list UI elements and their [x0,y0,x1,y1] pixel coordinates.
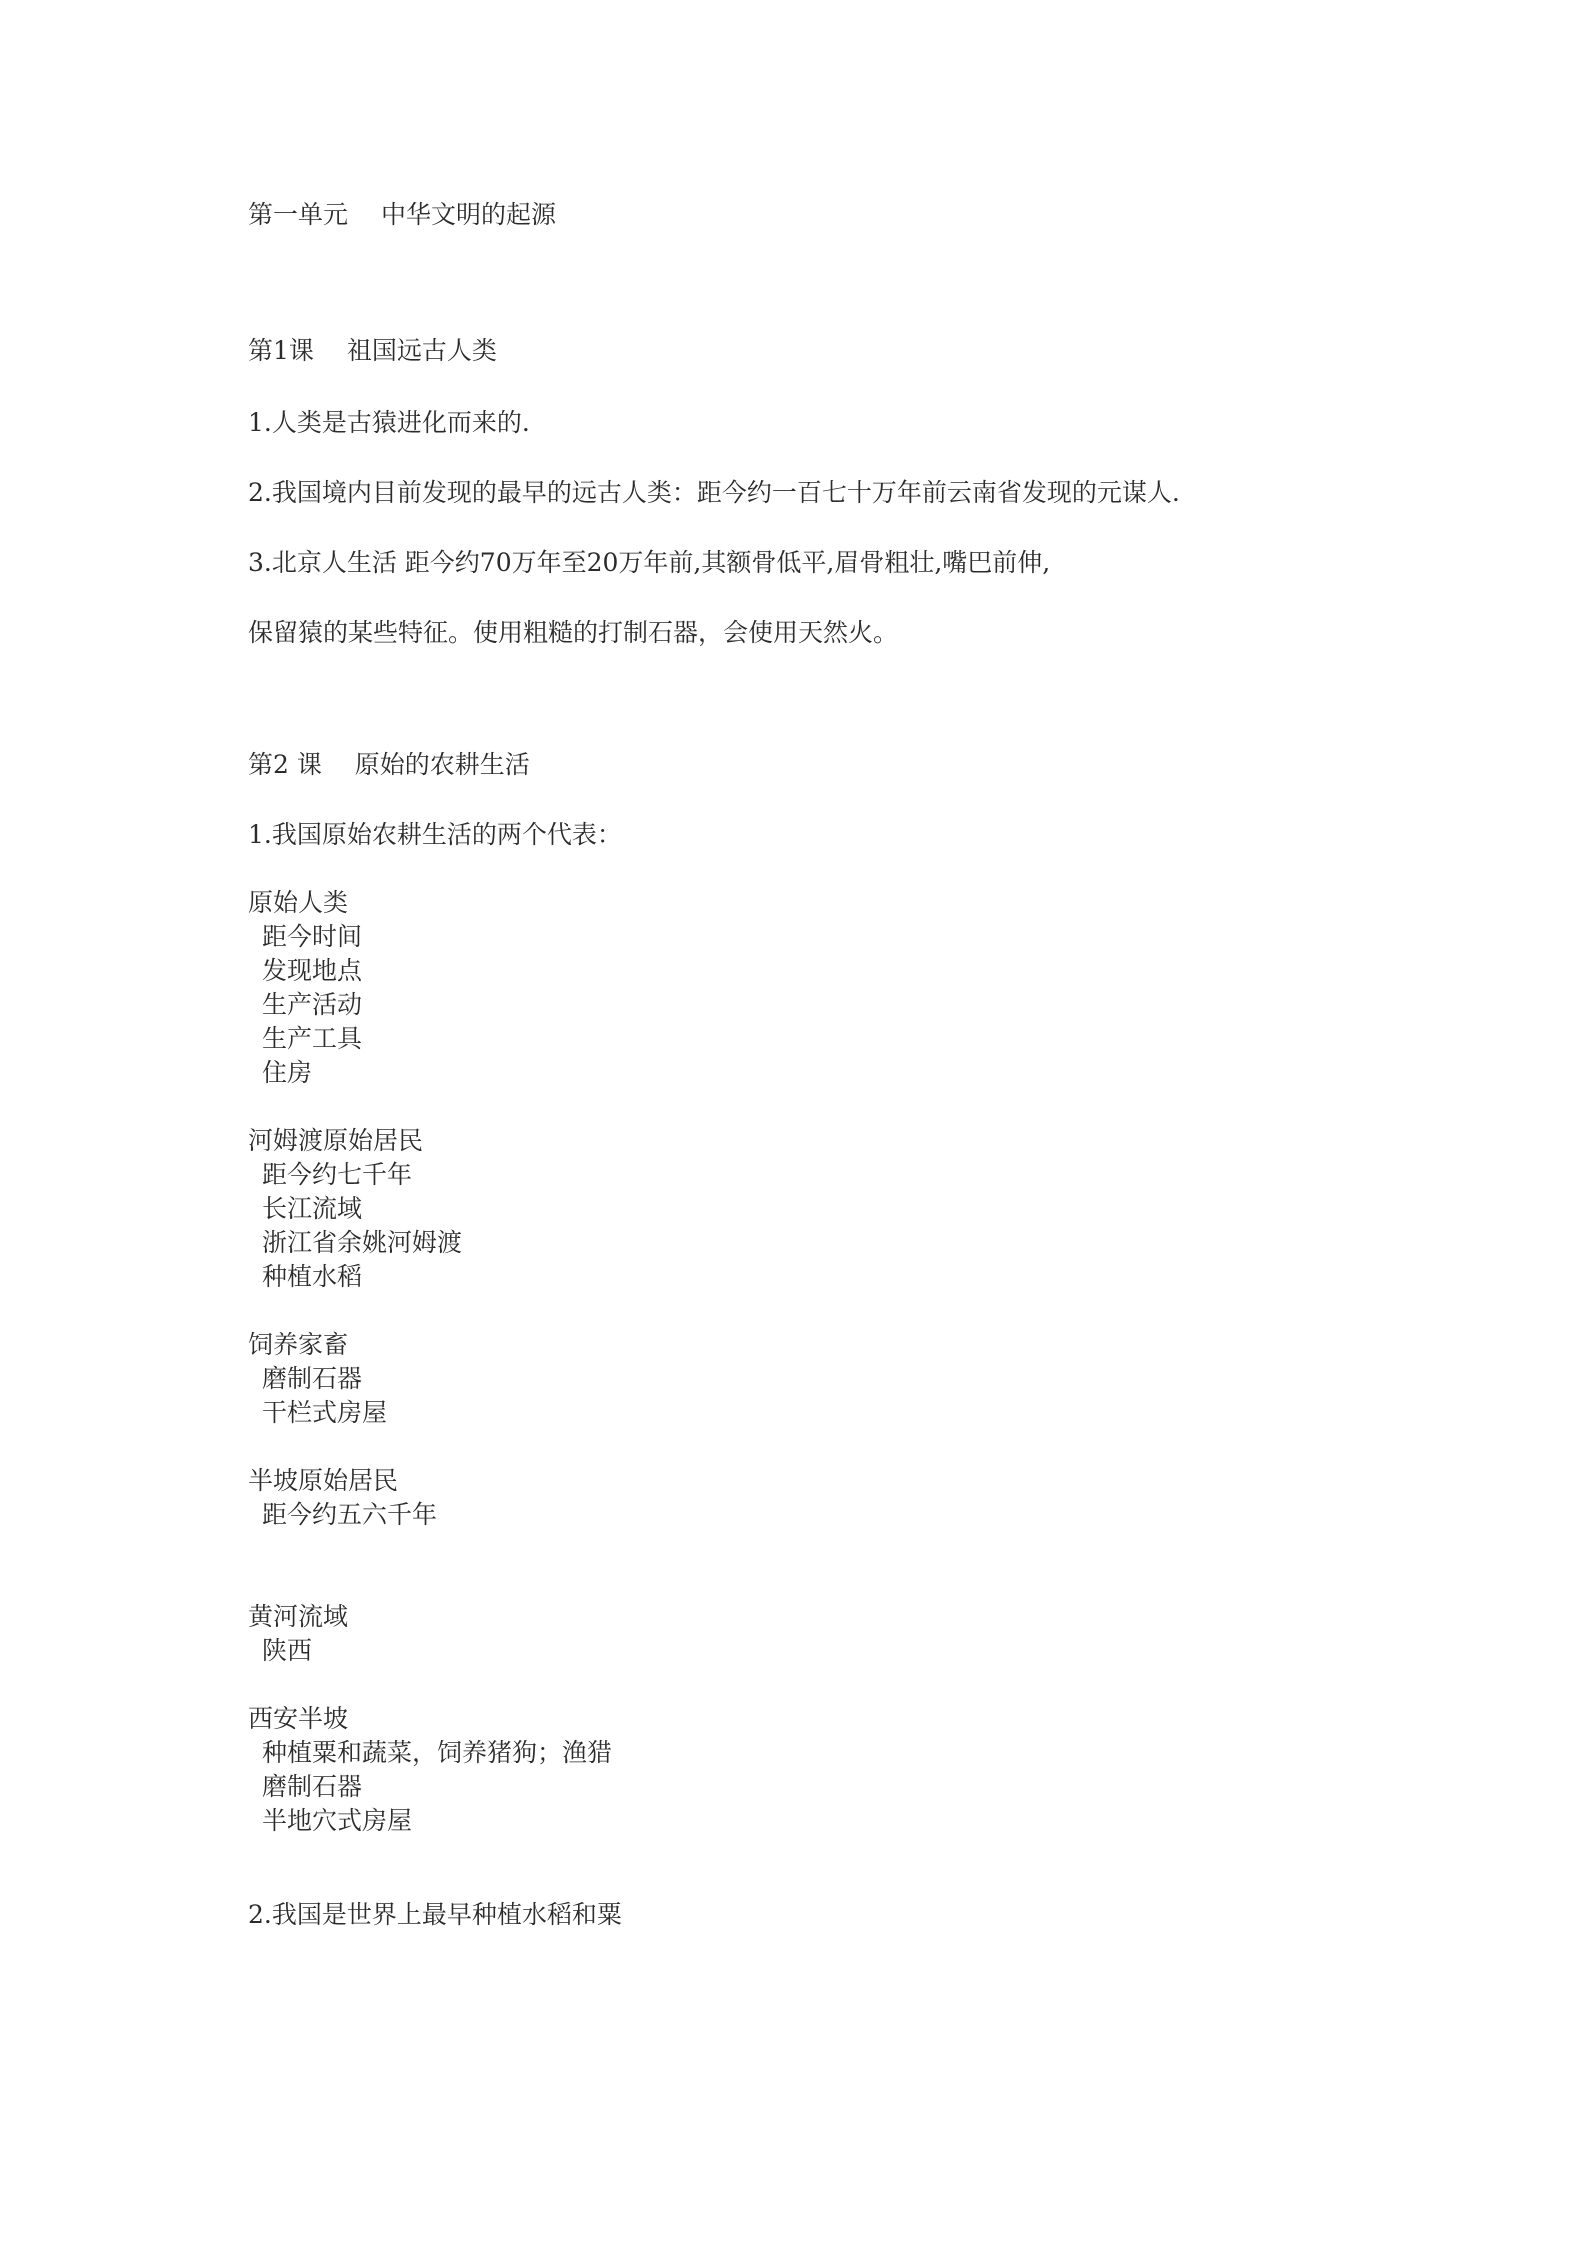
group-heading: 黄河流域 [248,1602,349,1631]
list-item: 生产活动 [262,990,363,1019]
list-item: 干栏式房屋 [262,1398,388,1427]
list-item: 半地穴式房屋 [262,1806,413,1835]
lesson1-title: 第1课 祖国远古人类 [248,336,497,365]
list-item: 种植水稻 [262,1262,363,1291]
lesson1-point-2: 2.我国境内目前发现的最早的远古人类：距今约一百七十万年前云南省发现的元谋人. [248,478,1180,507]
list-item: 种植粟和蔬菜，饲养猪狗；渔猎 [262,1738,613,1767]
lesson2-point-1: 1.我国原始农耕生活的两个代表： [248,820,622,849]
unit-title: 第一单元 中华文明的起源 [248,200,556,229]
group-heading: 饲养家畜 [248,1330,349,1359]
group-heading: 半坡原始居民 [248,1466,399,1495]
list-item: 磨制石器 [262,1772,363,1801]
list-item: 距今约五六千年 [262,1500,438,1529]
list-item: 住房 [262,1058,313,1087]
group-heading: 原始人类 [248,888,349,917]
lesson2-title: 第2 课 原始的农耕生活 [248,750,530,779]
list-item: 长江流域 [262,1194,363,1223]
lesson1-point-3-cont: 保留猿的某些特征。使用粗糙的打制石器，会使用天然火。 [248,618,899,647]
list-item: 发现地点 [262,956,363,985]
lesson1-point-3: 3.北京人生活 距今约70万年至20万年前,其额骨低平,眉骨粗壮,嘴巴前伸, [248,548,1051,577]
list-item: 磨制石器 [262,1364,363,1393]
list-item: 距今时间 [262,922,363,951]
lesson2-point-2: 2.我国是世界上最早种植水稻和粟 [248,1900,622,1929]
list-item: 距今约七千年 [262,1160,413,1189]
lesson1-point-1: 1.人类是古猿进化而来的. [248,408,530,437]
group-heading: 河姆渡原始居民 [248,1126,424,1155]
group-heading: 西安半坡 [248,1704,349,1733]
list-item: 浙江省余姚河姆渡 [262,1228,463,1257]
list-item: 陕西 [262,1636,313,1665]
list-item: 生产工具 [262,1024,363,1053]
